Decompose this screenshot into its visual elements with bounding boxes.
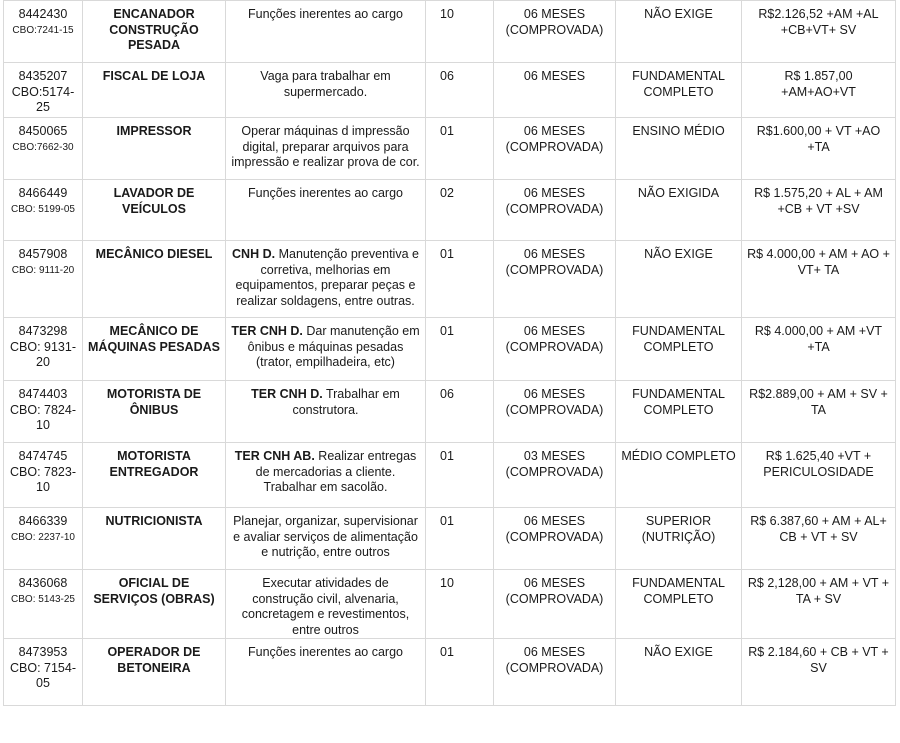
- experience-required: 06 MESES (COMPROVADA): [494, 1, 616, 63]
- salary-benefits: R$ 1.857,00 +AM+AO+VT: [742, 63, 896, 118]
- vacancy-quantity: 01: [426, 118, 494, 180]
- job-title: MECÂNICO DE MÁQUINAS PESADAS: [83, 318, 226, 381]
- salary-benefits: R$ 6.387,60 + AM + AL+ CB + VT + SV: [742, 508, 896, 570]
- job-title: MOTORISTA DE ÔNIBUS: [83, 381, 226, 443]
- job-title: ENCANADOR CONSTRUÇÃO PESADA: [83, 1, 226, 63]
- job-title: NUTRICIONISTA: [83, 508, 226, 570]
- vacancy-quantity: 01: [426, 443, 494, 508]
- education-required: MÉDIO COMPLETO: [616, 443, 742, 508]
- vacancy-code: 8442430: [18, 7, 68, 21]
- job-title: IMPRESSOR: [83, 118, 226, 180]
- license-requirement: CNH D.: [232, 247, 276, 261]
- job-title: MOTORISTA ENTREGADOR: [83, 443, 226, 508]
- education-required: FUNDAMENTAL COMPLETO: [616, 381, 742, 443]
- vacancy-code: 8457908: [18, 247, 68, 261]
- education-required: NÃO EXIGIDA: [616, 180, 742, 241]
- vacancy-quantity: 10: [426, 1, 494, 63]
- job-description: Executar atividades de construção civil, alvenaria, concretagem e revestimentos, entre outros: [241, 576, 410, 637]
- experience-required: 06 MESES (COMPROVADA): [494, 241, 616, 318]
- cbo-code: CBO: 7823-10: [9, 464, 76, 494]
- vacancy-code: 8450065: [18, 124, 68, 138]
- job-description-cell: [226, 639, 426, 706]
- job-description-cell: [226, 241, 426, 318]
- salary-benefits: R$ 2,128,00 + AM + VT + TA + SV: [742, 570, 896, 639]
- experience-required: 06 MESES (COMPROVADA): [494, 570, 616, 639]
- job-description-cell: [226, 381, 426, 443]
- experience-required: 03 MESES (COMPROVADA): [494, 443, 616, 508]
- education-required: SUPERIOR (NUTRIÇÃO): [616, 508, 742, 570]
- education-required: FUNDAMENTAL COMPLETO: [616, 318, 742, 381]
- salary-benefits: R$ 4.000,00 + AM +VT +TA: [742, 318, 896, 381]
- vacancy-code-cell: [4, 241, 83, 318]
- table-row: [4, 639, 896, 706]
- license-requirement: TER CNH AB.: [234, 449, 315, 463]
- vacancy-code: 8435207: [18, 69, 68, 83]
- vacancy-quantity: 10: [426, 570, 494, 639]
- table-row: [4, 1, 896, 63]
- education-required: NÃO EXIGE: [616, 241, 742, 318]
- job-description: Manutenção preventiva e corretiva, melhorias em equipamentos, preparar peças e realizar soldagens, entre outras.: [235, 247, 419, 308]
- vacancy-quantity: 01: [426, 318, 494, 381]
- cbo-code: CBO: 9111-20: [11, 264, 75, 276]
- job-description-cell: [226, 180, 426, 241]
- table-row: [4, 381, 896, 443]
- salary-benefits: R$2.126,52 +AM +AL +CB+VT+ SV: [742, 1, 896, 63]
- table-row: [4, 241, 896, 318]
- vacancy-quantity: 02: [426, 180, 494, 241]
- table-row: [4, 570, 896, 639]
- job-description-cell: [226, 508, 426, 570]
- cbo-code: CBO: 7154-05: [9, 660, 76, 690]
- license-requirement: TER CNH D.: [251, 387, 323, 401]
- job-description-cell: [226, 63, 426, 118]
- job-description: Planejar, organizar, supervisionar e avaliar serviços de alimentação e nutrição, entre outros: [233, 514, 418, 559]
- table-row: [4, 318, 896, 381]
- table-row: [4, 118, 896, 180]
- experience-required: 06 MESES (COMPROVADA): [494, 180, 616, 241]
- cbo-code: CBO: 5199-05: [11, 203, 75, 215]
- vacancy-code-cell: [4, 381, 83, 443]
- experience-required: 06 MESES: [494, 63, 616, 118]
- salary-benefits: R$ 1.625,40 +VT + PERICULOSIDADE: [742, 443, 896, 508]
- education-required: NÃO EXIGE: [616, 639, 742, 706]
- job-title: OPERADOR DE BETONEIRA: [83, 639, 226, 706]
- vacancy-code-cell: [4, 118, 83, 180]
- education-required: FUNDAMENTAL COMPLETO: [616, 63, 742, 118]
- vacancy-code-cell: [4, 508, 83, 570]
- job-title: MECÂNICO DIESEL: [83, 241, 226, 318]
- vacancy-code: 8473298: [18, 324, 68, 338]
- job-description-cell: [226, 318, 426, 381]
- job-description: Dar manutenção em ônibus e máquinas pesadas (trator, empilhadeira, etc): [247, 324, 420, 369]
- vacancy-code: 8474745: [18, 449, 68, 463]
- education-required: NÃO EXIGE: [616, 1, 742, 63]
- job-description-cell: [226, 570, 426, 639]
- cbo-code: CBO:5174-25: [11, 84, 75, 114]
- job-description: Funções inerentes ao cargo: [248, 186, 403, 200]
- vacancy-code-cell: [4, 318, 83, 381]
- vacancy-code: 8466449: [18, 186, 68, 200]
- vacancy-quantity: 06: [426, 63, 494, 118]
- vacancy-quantity: 06: [426, 381, 494, 443]
- cbo-code: CBO:7241-15: [12, 24, 74, 36]
- education-required: ENSINO MÉDIO: [616, 118, 742, 180]
- job-description: Trabalhar em construtora.: [292, 387, 400, 417]
- experience-required: 06 MESES (COMPROVADA): [494, 639, 616, 706]
- vacancy-quantity: 01: [426, 508, 494, 570]
- salary-benefits: R$2.889,00 + AM + SV + TA: [742, 381, 896, 443]
- salary-benefits: R$ 2.184,60 + CB + VT + SV: [742, 639, 896, 706]
- cbo-code: CBO:7662-30: [12, 141, 74, 153]
- salary-benefits: R$ 4.000,00 + AM + AO + VT+ TA: [742, 241, 896, 318]
- job-description-cell: [226, 443, 426, 508]
- experience-required: 06 MESES (COMPROVADA): [494, 318, 616, 381]
- cbo-code: CBO: 2237-10: [11, 531, 75, 543]
- vacancy-code: 8436068: [18, 576, 68, 590]
- vacancy-code: 8474403: [18, 387, 68, 401]
- job-description: Operar máquinas d impressão digital, preparar arquivos para impressão e realizar prova de cor.: [231, 124, 420, 169]
- vacancy-code-cell: [4, 1, 83, 63]
- vacancy-code-cell: [4, 180, 83, 241]
- vacancy-code: 8473953: [18, 645, 68, 659]
- cbo-code: CBO: 7824-10: [9, 402, 76, 432]
- license-requirement: TER CNH D.: [231, 324, 303, 338]
- table-row: [4, 63, 896, 118]
- vacancy-code-cell: [4, 570, 83, 639]
- job-description: Funções inerentes ao cargo: [248, 7, 403, 21]
- table-row: [4, 508, 896, 570]
- vacancy-code-cell: [4, 443, 83, 508]
- salary-benefits: R$1.600,00 + VT +AO +TA: [742, 118, 896, 180]
- job-description-cell: [226, 118, 426, 180]
- cbo-code: CBO: 9131-20: [9, 339, 76, 369]
- experience-required: 06 MESES (COMPROVADA): [494, 118, 616, 180]
- vacancy-code-cell: [4, 639, 83, 706]
- job-listings-table: [3, 0, 896, 706]
- job-title: OFICIAL DE SERVIÇOS (OBRAS): [83, 570, 226, 639]
- job-description-cell: [226, 1, 426, 63]
- job-title: LAVADOR DE VEÍCULOS: [83, 180, 226, 241]
- vacancy-code-cell: [4, 63, 83, 118]
- table-row: [4, 443, 896, 508]
- vacancy-code: 8466339: [18, 514, 68, 528]
- vacancy-quantity: 01: [426, 241, 494, 318]
- job-description: Realizar entregas de mercadorias a cliente. Trabalhar em sacolão.: [255, 449, 417, 494]
- experience-required: 06 MESES (COMPROVADA): [494, 508, 616, 570]
- education-required: FUNDAMENTAL COMPLETO: [616, 570, 742, 639]
- vacancy-quantity: 01: [426, 639, 494, 706]
- experience-required: 06 MESES (COMPROVADA): [494, 381, 616, 443]
- job-description: Funções inerentes ao cargo: [248, 645, 403, 659]
- salary-benefits: R$ 1.575,20 + AL + AM +CB + VT +SV: [742, 180, 896, 241]
- table-row: [4, 180, 896, 241]
- job-description: Vaga para trabalhar em supermercado.: [260, 69, 391, 99]
- job-title: FISCAL DE LOJA: [83, 63, 226, 118]
- cbo-code: CBO: 5143-25: [11, 593, 75, 605]
